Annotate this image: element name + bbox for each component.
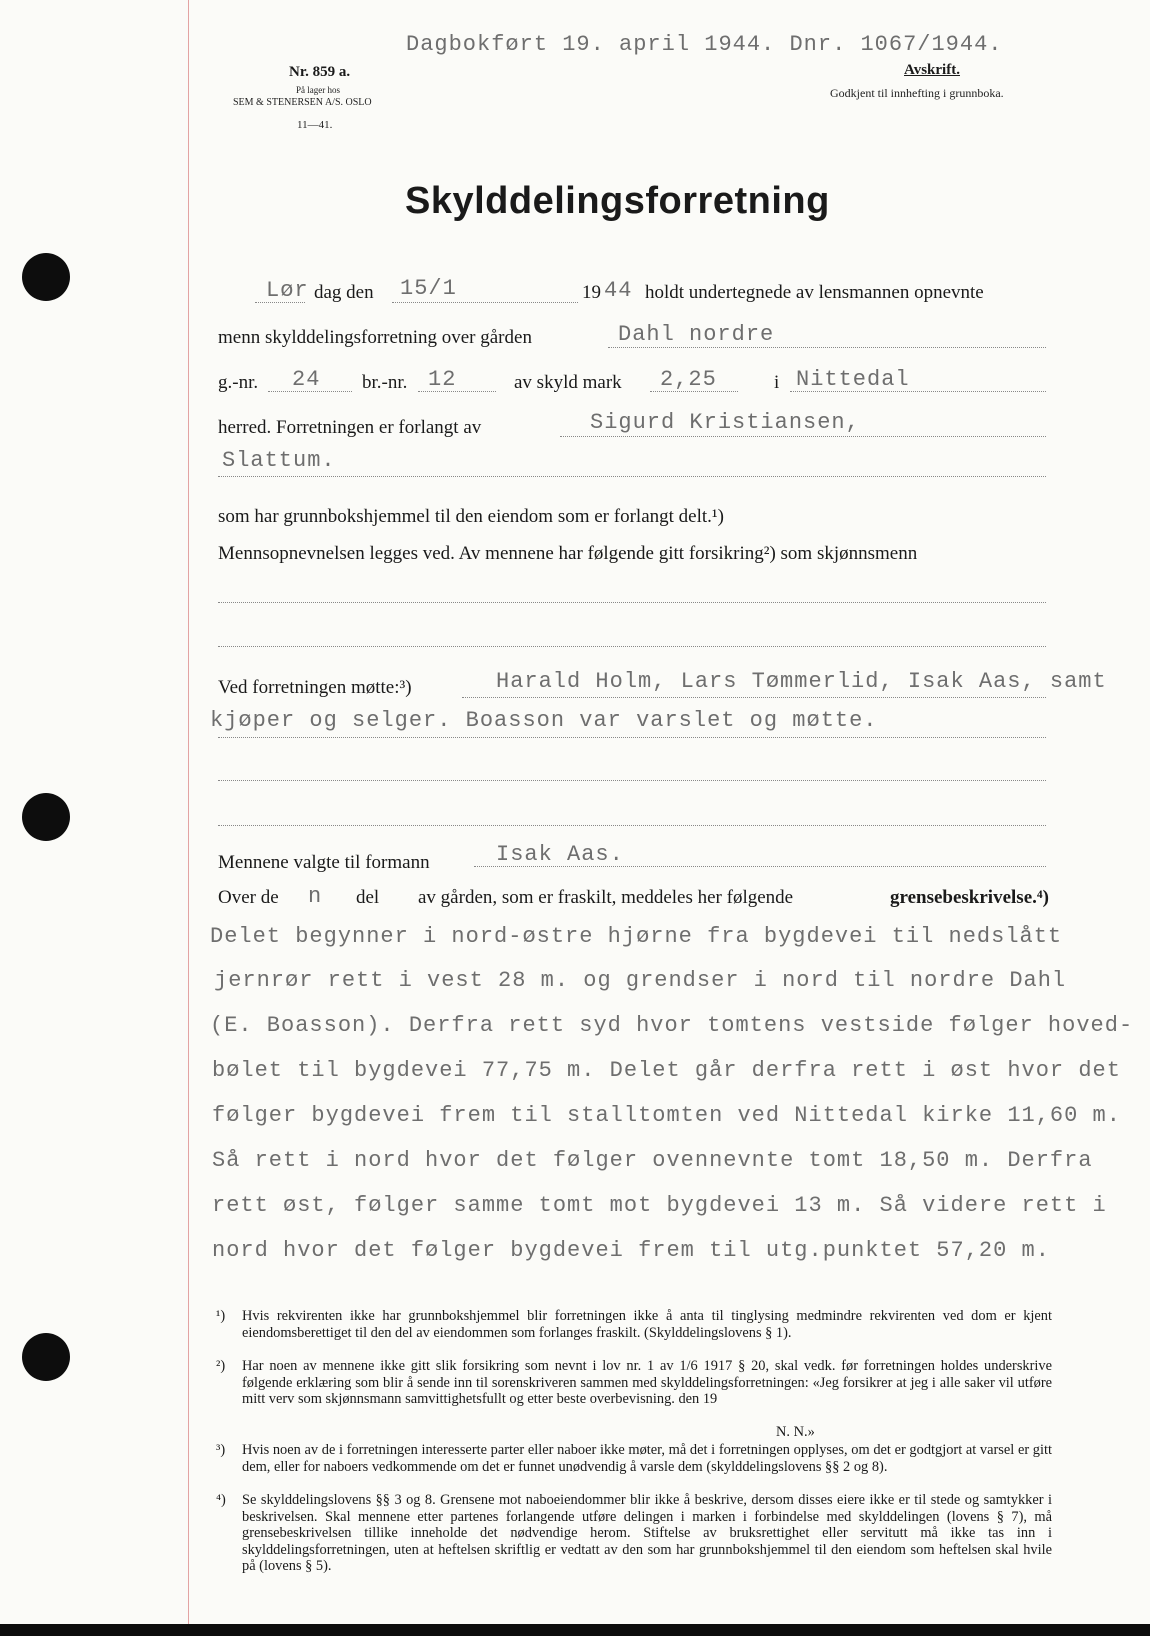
mote-label: Ved forretningen møtte:³)	[218, 677, 412, 698]
weekday-value: Lør	[266, 278, 309, 303]
forsikring-dotted-line1	[218, 602, 1046, 603]
herred-text: herred. Forretningen er forlangt av	[218, 417, 482, 438]
i-label: i	[774, 372, 780, 393]
mote-dotted-line4	[218, 825, 1046, 826]
footnote-signature	[776, 1424, 896, 1441]
footnote-1	[216, 1308, 1052, 1341]
gnr-value: 24	[292, 367, 321, 392]
forsikring-dotted-line2	[218, 646, 1046, 647]
mote-dotted-line2	[218, 737, 1046, 738]
publisher-line1: På lager hos	[296, 85, 340, 95]
description-line: nord hvor det følger bygdevei frem til utg.punktet 57,20 m.	[212, 1238, 1050, 1263]
skyld-dotted-line	[650, 391, 738, 392]
description-line: rett øst, følger samme tomt mot bygdevei 13 m. Så videre rett i	[212, 1193, 1107, 1218]
municipality-dotted-line	[790, 391, 1046, 392]
footnote-4	[216, 1492, 1052, 1575]
weekday-dotted-line	[255, 302, 305, 303]
skyld-value: 2,25	[660, 367, 717, 392]
over-de-value: n	[308, 884, 323, 909]
formann-label: Mennene valgte til formann	[218, 852, 430, 873]
farm-dotted-line	[608, 347, 1046, 348]
footnote-text: Har noen av mennene ikke gitt slik forsikring som nevnt i lov nr. 1 av 1/6 1917 § 20, skal vedk. før forretningen holdes underskrive følgende erklæring som blir å sende inn til sorenskriveren sammen med skylddelingsforretningen: «Jeg forsikrer at jeg i alle saker vil utføre mitt verv som skjønnsmann samvittighetsfullt og etter beste overbevisning. den 19	[242, 1358, 1052, 1407]
footnote-2	[216, 1358, 1052, 1408]
line2-text: menn skylddelingsforretning over gården	[218, 327, 532, 348]
date-dotted-line	[392, 302, 578, 303]
year-prefix: 19	[582, 282, 601, 303]
grense-text: av gården, som er fraskilt, meddeles her følgende	[418, 887, 794, 908]
mote-dotted-line1	[462, 697, 1046, 698]
form-number: Nr. 859 a.	[289, 64, 351, 80]
scan-bottom-edge	[0, 1624, 1150, 1636]
document-title: Skylddelingsforretning	[405, 180, 830, 222]
description-line: Så rett i nord hvor det følger ovennevnte tomt 18,50 m. Derfra	[212, 1148, 1093, 1173]
description-line: (E. Boasson). Derfra rett syd hvor tomtens vestside følger hoved-	[210, 1013, 1134, 1038]
farm-name: Dahl nordre	[618, 322, 775, 347]
del-label: del	[356, 887, 380, 908]
over-de-label: Over de	[218, 887, 279, 908]
punch-hole-bottom	[22, 1333, 70, 1381]
registration-stamp: Dagbokført 19. april 1944. Dnr. 1067/1944.	[406, 32, 1003, 57]
oppnevnelse-text: Mennsopnevnelsen legges ved. Av mennene har følgende gitt forsikring²) som skjønnsmenn	[218, 543, 918, 564]
footnote-number: ⁴)	[216, 1492, 226, 1508]
requested-by-dotted-line2	[218, 476, 1046, 477]
mote-dotted-line3	[218, 780, 1046, 781]
mote-line2: kjøper og selger. Boasson var varslet og møtte.	[210, 708, 878, 733]
description-line: jernrør rett i vest 28 m. og grendser i nord til nordre Dahl	[214, 968, 1067, 993]
footnote-number: ²)	[216, 1358, 226, 1374]
punch-hole-middle	[22, 793, 70, 841]
line1-text: holdt undertegnede av lensmannen opnevnte	[645, 282, 984, 303]
footnote-text: Se skylddelingslovens §§ 3 og 8. Grensene mot naboeiendommer blir ikke å beskrive, dersom disses eiere ikke er til stede og samtykker i beskrivelsen. Skal mennene etter partenes forlangende utføre delingen i marken i forbindelse med skylddelingen (lovens § 7), må grensebeskrivelsen tillike inneholde det nødvendige herom. Stiftelse av bruksrettighet eller servitutt må ikke tas inn i skylddelingsforretningen, uten at heftelsen skriftlig er vedtatt av den som har grunnbokshjemmel til den eiendom som heftelsen skal hvile på (lovens § 5).	[242, 1492, 1052, 1574]
red-margin-line	[188, 0, 189, 1636]
description-line: bølet til bygdevei 77,75 m. Delet går derfra rett i øst hvor det	[212, 1058, 1121, 1083]
formann-dotted-line	[474, 866, 1046, 867]
skyld-label: av skyld mark	[514, 372, 622, 393]
gnr-label: g.-nr.	[218, 372, 259, 393]
bnr-label: br.-nr.	[362, 372, 408, 393]
approval-note: Godkjent til innhefting i grunnboka.	[830, 86, 1004, 100]
publisher-line2: SEM & STENERSEN A/S. OSLO	[233, 97, 372, 108]
mote-line1: Harald Holm, Lars Tømmerlid, Isak Aas, samt	[496, 669, 1107, 694]
description-line: Delet begynner i nord-østre hjørne fra bygdevei til nedslått	[210, 924, 1063, 949]
gnr-dotted-line	[268, 391, 352, 392]
copy-label: Avskrift.	[904, 62, 960, 78]
punch-hole-top	[22, 253, 70, 301]
formann-value: Isak Aas.	[496, 842, 624, 867]
dag-den-label: dag den	[314, 282, 374, 303]
requested-by-dotted-line1	[560, 436, 1046, 437]
municipality-value: Nittedal	[796, 367, 910, 392]
year-suffix: 44	[604, 278, 633, 303]
footnote-number: ¹)	[216, 1308, 226, 1324]
bnr-dotted-line	[418, 391, 496, 392]
grense-bold: grensebeskrivelse.⁴)	[890, 887, 1049, 908]
footnote-text: Hvis rekvirenten ikke har grunnbokshjemmel blir forretningen ikke å anta til tinglysing medmindre rekvirenten ved dom er kjent eiendomsberettiget til den del av eiendommen som forlanges fraskilt. (Skylddelingslovens § 1).	[242, 1308, 1052, 1341]
requested-by-line1: Sigurd Kristiansen,	[590, 410, 860, 435]
footnote-text: Hvis noen av de i forretningen interesserte parter eller naboer ikke møter, må det i forretningen opplyses, om det er godtgjort at varsel er gitt dem, eller for naboers vedkommende om det er funnet unødvendig å varsle dem (skylddelingslovens §§ 2 og 8).	[242, 1442, 1052, 1475]
footnote-3	[216, 1442, 1052, 1475]
bnr-value: 12	[428, 367, 457, 392]
footnote-number: ³)	[216, 1442, 226, 1458]
print-date: 11—41.	[297, 119, 333, 131]
footnote-signature-text: N. N.»	[776, 1424, 815, 1440]
requested-by-line2: Slattum.	[222, 448, 336, 473]
description-line: følger bygdevei frem til stalltomten ved Nittedal kirke 11,60 m.	[212, 1103, 1121, 1128]
date-value: 15/1	[400, 276, 457, 301]
hjemmel-text: som har grunnbokshjemmel til den eiendom som er forlangt delt.¹)	[218, 506, 724, 527]
